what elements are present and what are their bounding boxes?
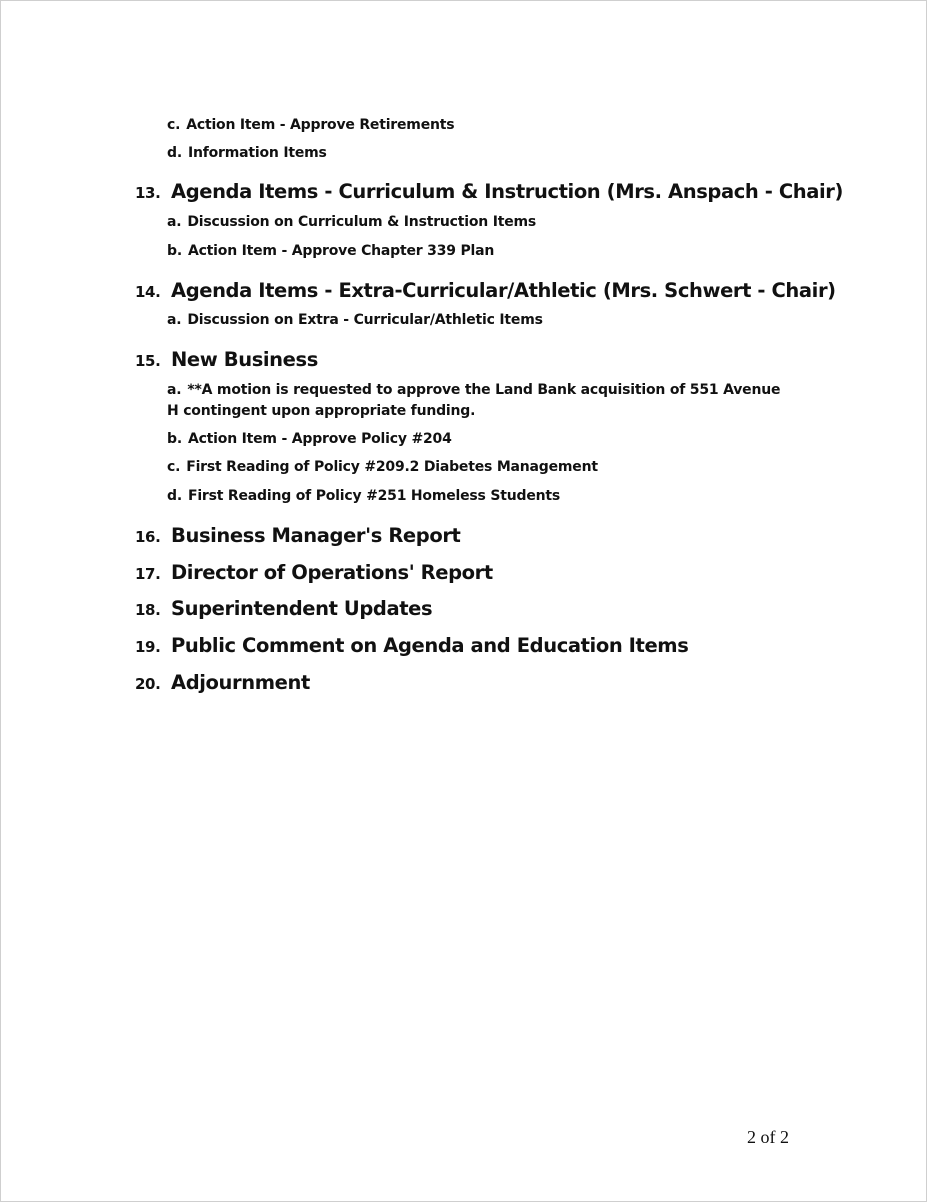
heading-number: 13. — [135, 184, 161, 202]
subitem-text: First Reading of Policy #251 Homeless Students — [187, 488, 561, 504]
subitem-letter: a. — [167, 214, 182, 230]
agenda-subitem — [167, 243, 494, 259]
subitem-letter: a. — [167, 312, 182, 328]
agenda-heading — [135, 348, 318, 371]
agenda-heading — [135, 561, 493, 584]
heading-title: Business Manager's Report — [171, 524, 461, 547]
subitem-text: Action Item - Approve Chapter 339 Plan — [187, 243, 495, 259]
agenda-heading — [135, 180, 843, 203]
subitem-letter: d. — [167, 488, 182, 504]
subitem-letter: a. — [167, 382, 182, 398]
agenda-heading — [135, 279, 836, 302]
agenda-subitem — [167, 312, 543, 328]
agenda-subitem — [167, 117, 454, 133]
agenda-heading — [135, 597, 432, 620]
agenda-subitem — [167, 380, 787, 422]
heading-title: Superintendent Updates — [171, 597, 433, 620]
subitem-text: Discussion on Extra - Curricular/Athletic Items — [187, 312, 543, 328]
page-number: 2 of 2 — [747, 1127, 789, 1147]
subitem-text: Information Items — [187, 145, 327, 161]
heading-title: Public Comment on Agenda and Education Items — [171, 634, 689, 657]
heading-number: 18. — [135, 601, 161, 619]
subitem-letter: c. — [167, 117, 181, 133]
subitem-text: First Reading of Policy #209.2 Diabetes Management — [186, 459, 598, 475]
agenda-subitem — [167, 214, 536, 230]
subitem-letter: d. — [167, 145, 182, 161]
agenda-heading — [135, 634, 688, 657]
subitem-text: **A motion is requested to approve the Land Bank acquisition of 551 Avenue H contingent upon appropriate funding. — [167, 382, 781, 419]
heading-title: Adjournment — [171, 671, 310, 694]
heading-number: 20. — [135, 675, 161, 693]
subitem-text: Action Item - Approve Policy #204 — [187, 431, 452, 447]
agenda-subitem — [167, 145, 327, 161]
agenda-heading — [135, 671, 310, 694]
heading-number: 15. — [135, 352, 161, 370]
agenda-subitem — [167, 459, 598, 475]
heading-title: New Business — [171, 348, 318, 371]
heading-number: 14. — [135, 283, 161, 301]
heading-title: Agenda Items - Extra-Curricular/Athletic (Mrs. Schwert - Chair) — [171, 279, 836, 302]
heading-number: 16. — [135, 528, 161, 546]
subitem-letter: b. — [167, 431, 182, 447]
subitem-letter: c. — [167, 459, 181, 475]
subitem-letter: b. — [167, 243, 182, 259]
agenda-heading — [135, 524, 460, 547]
heading-number: 17. — [135, 565, 161, 583]
agenda-subitem — [167, 488, 560, 504]
heading-number: 19. — [135, 638, 161, 656]
heading-title: Agenda Items - Curriculum & Instruction (Mrs. Anspach - Chair) — [171, 180, 843, 203]
heading-title: Director of Operations' Report — [171, 561, 493, 584]
agenda-subitem — [167, 431, 452, 447]
subitem-text: Discussion on Curriculum & Instruction Items — [187, 214, 537, 230]
subitem-text: Action Item - Approve Retirements — [186, 117, 455, 133]
